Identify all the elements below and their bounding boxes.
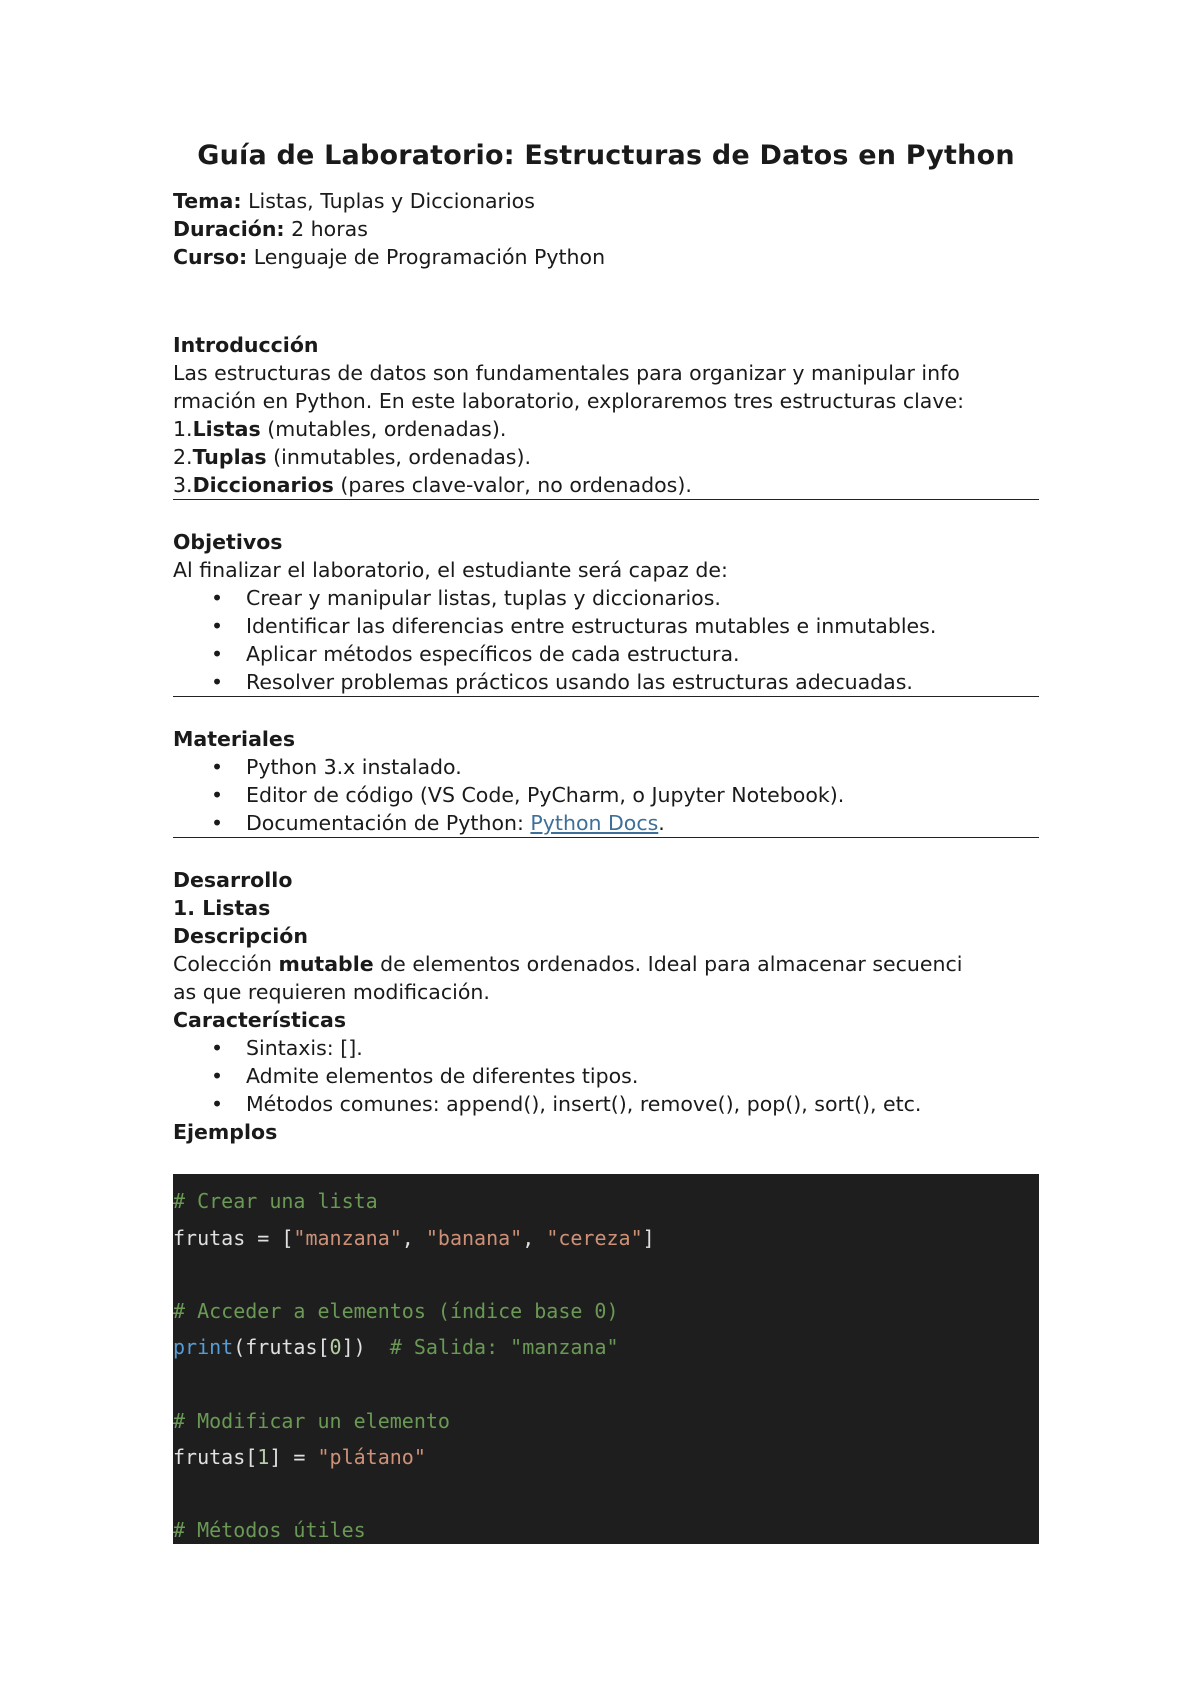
item-desc: (inmutables, ordenadas). <box>266 445 531 469</box>
list-item <box>173 1062 1039 1090</box>
section-materiales <box>173 725 1039 838</box>
desarrollo-heading: Desarrollo <box>173 868 293 892</box>
bullet-icon: • <box>211 811 224 835</box>
code-string: "plátano" <box>317 1445 426 1470</box>
code-comment: # Salida: "manzana" <box>389 1335 619 1360</box>
code-comment: # Crear una lista <box>173 1189 378 1213</box>
code-comment: # Acceder a elementos (índice base 0) <box>173 1298 619 1323</box>
item-number: 2. <box>173 445 193 469</box>
code-line <box>173 1439 1039 1476</box>
code-token: , <box>522 1225 547 1250</box>
meta-duracion <box>173 215 1039 243</box>
item-desc: (pares clave-valor, no ordenados). <box>333 473 692 497</box>
bullet-icon: • <box>211 614 224 638</box>
meta-tema <box>173 187 1039 215</box>
code-string: "manzana" <box>293 1225 402 1250</box>
bullet-icon: • <box>211 755 224 779</box>
bullet-icon: • <box>211 670 224 694</box>
section-desarrollo <box>173 866 1039 1544</box>
list-item <box>173 640 1039 668</box>
bullet-icon: • <box>211 1092 224 1116</box>
intro-item <box>173 443 1039 471</box>
text-run: Colección <box>173 952 279 976</box>
code-line-empty <box>173 1366 1039 1403</box>
item-term: Listas <box>192 417 261 441</box>
item-term: Diccionarios <box>192 473 334 497</box>
text-run: de elementos ordenados. Ideal para almacenar secuenci <box>373 952 963 976</box>
code-line-empty <box>173 1256 1039 1293</box>
bullet-icon: • <box>211 783 224 807</box>
descripcion-text-line: as que requieren modificación. <box>173 980 490 1004</box>
meta-curso <box>173 243 1039 271</box>
list-item-text: Identificar las diferencias entre estructuras mutables e inmutables. <box>246 614 937 638</box>
meta-value: 2 horas <box>284 217 368 241</box>
objetivos-lead: Al finalizar el laboratorio, el estudiante será capaz de: <box>173 558 728 582</box>
code-line <box>173 1183 1039 1220</box>
list-item-text: Python 3.x instalado. <box>246 755 462 779</box>
list-item-text: Sintaxis: []. <box>246 1036 363 1060</box>
code-token: frutas[ <box>173 1445 258 1470</box>
list-item-text: Aplicar métodos específicos de cada estructura. <box>246 642 740 666</box>
materiales-heading: Materiales <box>173 727 296 751</box>
ejemplos-heading: Ejemplos <box>173 1120 278 1144</box>
code-token: , <box>401 1225 426 1250</box>
item-number: 1. <box>173 417 193 441</box>
caracteristicas-list <box>173 1034 1039 1118</box>
code-token: (frutas[ <box>233 1335 330 1360</box>
code-token: ]) <box>341 1335 390 1360</box>
bullet-icon: • <box>211 642 224 666</box>
code-token: ] <box>642 1225 655 1250</box>
code-comment: # Modificar un elemento <box>173 1408 450 1433</box>
list-item-text: Métodos comunes: append(), insert(), remove(), pop(), sort(), etc. <box>246 1092 922 1116</box>
descripcion-heading: Descripción <box>173 924 308 948</box>
code-function: print <box>173 1335 234 1360</box>
meta-label: Tema: <box>173 189 242 213</box>
code-line <box>173 1403 1039 1440</box>
code-token: ] = <box>269 1445 318 1470</box>
descripcion-text-line <box>173 950 1039 978</box>
list-item-suffix: . <box>658 811 665 835</box>
intro-text-line: Las estructuras de datos son fundamentales para organizar y manipular info <box>173 361 960 385</box>
item-desc: (mutables, ordenadas). <box>260 417 507 441</box>
code-line <box>173 1293 1039 1330</box>
code-string: "banana" <box>425 1225 523 1250</box>
intro-heading: Introducción <box>173 333 319 357</box>
code-string: "cereza" <box>546 1225 643 1250</box>
list-item <box>173 584 1039 612</box>
document-page <box>173 140 1039 1544</box>
page-title: Guía de Laboratorio: Estructuras de Datos en Python <box>197 140 1015 171</box>
meta-value: Lenguaje de Programación Python <box>247 245 606 269</box>
objetivos-heading: Objetivos <box>173 530 283 554</box>
list-item <box>173 612 1039 640</box>
meta-label: Duración: <box>173 217 285 241</box>
list-item-text: Admite elementos de diferentes tipos. <box>246 1064 639 1088</box>
intro-item <box>173 415 1039 443</box>
code-token: frutas = [ <box>173 1225 294 1250</box>
item-number: 3. <box>173 473 193 497</box>
code-line <box>173 1512 1039 1544</box>
list-item <box>173 1034 1039 1062</box>
list-item-text: Crear y manipular listas, tuplas y diccionarios. <box>246 586 721 610</box>
intro-item <box>173 471 1039 499</box>
code-block <box>173 1174 1039 1544</box>
section-objetivos <box>173 528 1039 697</box>
text-run-bold: mutable <box>278 952 374 976</box>
objetivos-list <box>173 584 1039 696</box>
code-comment: # Métodos útiles <box>173 1518 366 1543</box>
bullet-icon: • <box>211 1036 224 1060</box>
meta-value: Listas, Tuplas y Diccionarios <box>241 189 535 213</box>
list-item <box>173 1090 1039 1118</box>
list-item-text: Resolver problemas prácticos usando las estructuras adecuadas. <box>246 670 913 694</box>
python-docs-link[interactable]: Python Docs <box>530 811 659 835</box>
meta-label: Curso: <box>173 245 248 269</box>
list-item <box>173 753 1039 781</box>
code-line <box>173 1220 1039 1257</box>
meta-block <box>173 187 1039 271</box>
section-introduccion <box>173 331 1039 500</box>
list-item-text: Editor de código (VS Code, PyCharm, o Jupyter Notebook). <box>246 783 845 807</box>
code-number: 1 <box>257 1445 270 1470</box>
list-item <box>173 668 1039 696</box>
code-number: 0 <box>329 1335 342 1360</box>
list-item-text: Documentación de Python: <box>246 811 531 835</box>
caracteristicas-heading: Características <box>173 1008 347 1032</box>
list-item <box>173 781 1039 809</box>
bullet-icon: • <box>211 1064 224 1088</box>
code-line <box>173 1329 1039 1366</box>
item-term: Tuplas <box>192 445 267 469</box>
bullet-icon: • <box>211 586 224 610</box>
list-item <box>173 809 1039 837</box>
materiales-list <box>173 753 1039 837</box>
listas-heading: 1. Listas <box>173 896 271 920</box>
intro-text-line: rmación en Python. En este laboratorio, exploraremos tres estructuras clave: <box>173 389 965 413</box>
code-line-empty <box>173 1476 1039 1513</box>
